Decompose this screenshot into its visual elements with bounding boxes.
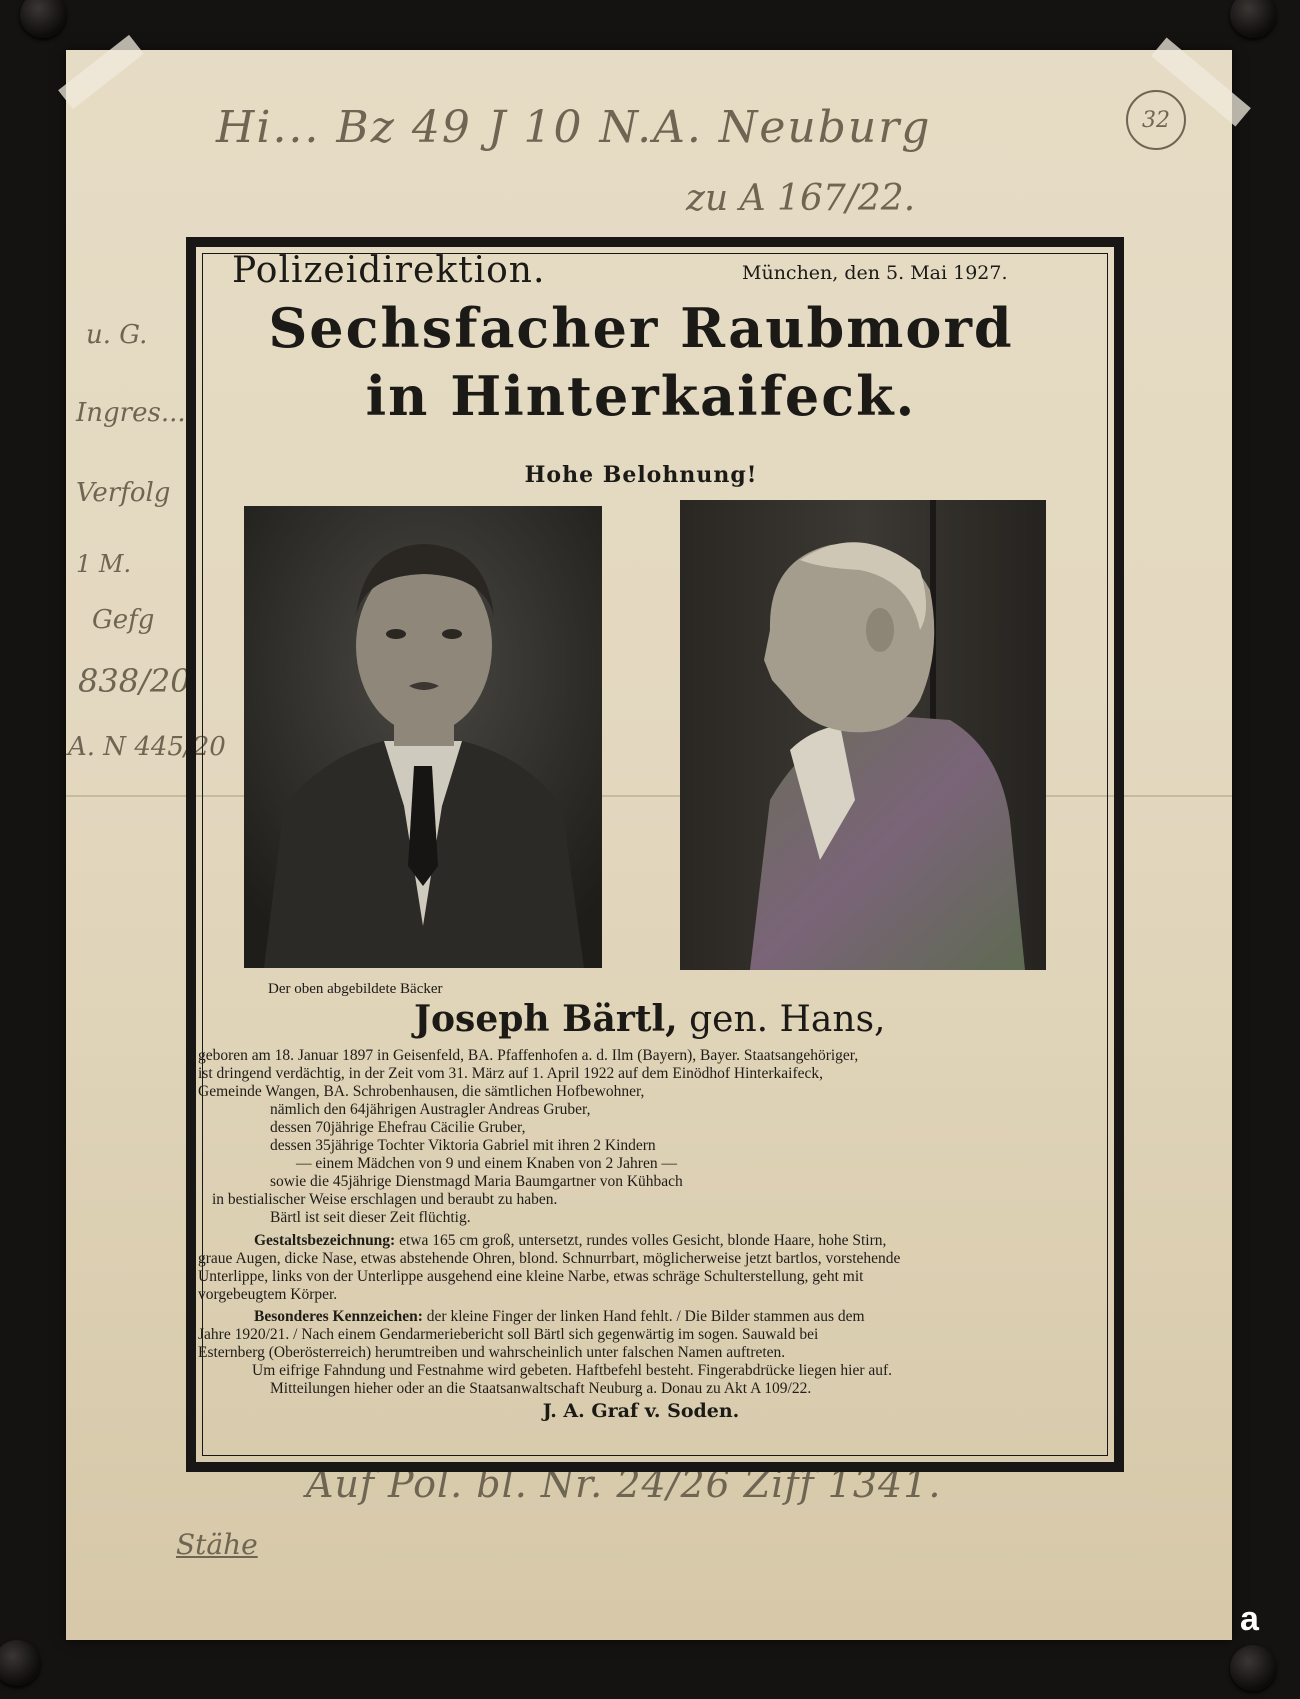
description-line-1 <box>254 1232 886 1250</box>
body-line-4: nämlich den 64jährigen Austragler Andreas Gruber, <box>270 1101 591 1118</box>
margin-note-4: 1 M. <box>76 550 132 578</box>
special-label: Besonderes Kennzeichen: <box>254 1308 423 1325</box>
body-line-3: Gemeinde Wangen, BA. Schrobenhausen, die sämtlichen Hofbewohner, <box>198 1083 645 1100</box>
handwritten-reference-2: zu A 167/22. <box>686 178 916 219</box>
reward-notice: Hohe Belohnung! <box>524 462 758 488</box>
margin-note-7: A. N 445/20 <box>68 732 226 762</box>
suspect-name-main: Joseph Bärtl, <box>414 998 678 1040</box>
body-line-7: — einem Mädchen von 9 und einem Knaben von 2 Jahren — <box>296 1155 677 1172</box>
pin-bottom-right <box>1230 1645 1276 1691</box>
body-line-5: dessen 70jährige Ehefrau Cäcilie Gruber, <box>270 1119 526 1136</box>
margin-note-2: Ingres... <box>76 398 186 428</box>
special-line-2: Jahre 1920/21. / Nach einem Gendarmeriebericht soll Bärtl sich gegenwärtig im sogen. Sauwald bei <box>198 1326 819 1343</box>
body-line-1: geboren am 18. Januar 1897 in Geisenfeld, BA. Pfaffenhofen a. d. Ilm (Bayern), Bayer. Staatsangehöriger, <box>198 1047 859 1064</box>
body-line-2: ist dringend verdächtig, in der Zeit vom 31. März auf 1. April 1922 auf dem Einödhof Hinterkaifeck, <box>198 1065 823 1082</box>
panel-label: a <box>1240 1600 1259 1638</box>
body-line-6: dessen 35jährige Tochter Viktoria Gabriel mit ihren 2 Kindern <box>270 1137 656 1154</box>
margin-note-1: u. G. <box>86 320 148 350</box>
special-line-3: Esternberg (Oberösterreich) herumtreiben und wahrscheinlich unter falschen Namen auftreten. <box>198 1344 786 1361</box>
pin-top-left <box>20 0 66 38</box>
margin-note-3: Verfolg <box>76 478 171 508</box>
special-line-5: Mitteilungen hieher oder an die Staatsanwaltschaft Neuburg a. Donau zu Akt A 109/22. <box>270 1380 812 1397</box>
body-line-10: Bärtl ist seit dieser Zeit flüchtig. <box>270 1209 471 1226</box>
signatory: J. A. Graf v. Soden. <box>542 1400 740 1422</box>
margin-note-5: Gefg <box>92 605 155 635</box>
pin-top-right <box>1230 0 1276 38</box>
tape-top-left <box>58 35 144 109</box>
body-line-8: sowie die 45jährige Dienstmagd Maria Baumgartner von Kühbach <box>270 1173 683 1190</box>
special-text-1: der kleine Finger der linken Hand fehlt. / Die Bilder stammen aus dem <box>426 1308 865 1325</box>
special-line-1 <box>254 1308 865 1326</box>
description-label: Gestaltsbezeichnung: <box>254 1232 396 1249</box>
description-line-4: vorgebeugtem Körper. <box>198 1286 338 1303</box>
description-text-1: etwa 165 cm groß, untersetzt, rundes volles Gesicht, blonde Haare, hohe Stirn, <box>399 1232 887 1249</box>
special-line-4: Um eifrige Fahndung und Festnahme wird gebeten. Haftbefehl besteht. Fingerabdrücke liegen hier auf. <box>252 1362 893 1379</box>
photo-caption: Der oben abgebildete Bäcker <box>268 981 443 997</box>
margin-note-6: 838/20 <box>78 662 191 700</box>
suspect-photo-front <box>244 506 602 968</box>
description-line-3: Unterlippe, links von der Unterlippe ausgehend eine kleine Narbe, etwas schräge Schulterstellung, geht mit <box>198 1268 864 1285</box>
headline-line-2: in Hinterkaifeck. <box>365 364 917 428</box>
poster-sheet <box>66 50 1232 1640</box>
suspect-name <box>414 998 886 1040</box>
handwritten-reference: Hi... Bz 49 J 10 N.A. Neuburg <box>216 102 932 153</box>
archive-number: 32 <box>1126 90 1186 150</box>
description-line-2: graue Augen, dicke Nase, etwas abstehende Ohren, blond. Schnurrbart, möglicherweise jetzt bartlos, vorstehende <box>198 1250 901 1267</box>
suspect-alias: gen. Hans, <box>689 999 886 1040</box>
handwritten-bottom-note: Auf Pol. bl. Nr. 24/26 Ziff 1341. <box>306 1462 942 1506</box>
body-line-9: in bestialischer Weise erschlagen und beraubt zu haben. <box>212 1191 558 1208</box>
suspect-photo-profile <box>680 500 1046 970</box>
place-and-date: München, den 5. Mai 1927. <box>742 262 1008 284</box>
pin-bottom-left <box>0 1640 40 1686</box>
issuing-authority: Polizeidirektion. <box>232 250 546 291</box>
handwritten-signature: Stähe <box>176 1528 258 1561</box>
headline-line-1: Sechsfacher Raubmord <box>268 296 1014 360</box>
